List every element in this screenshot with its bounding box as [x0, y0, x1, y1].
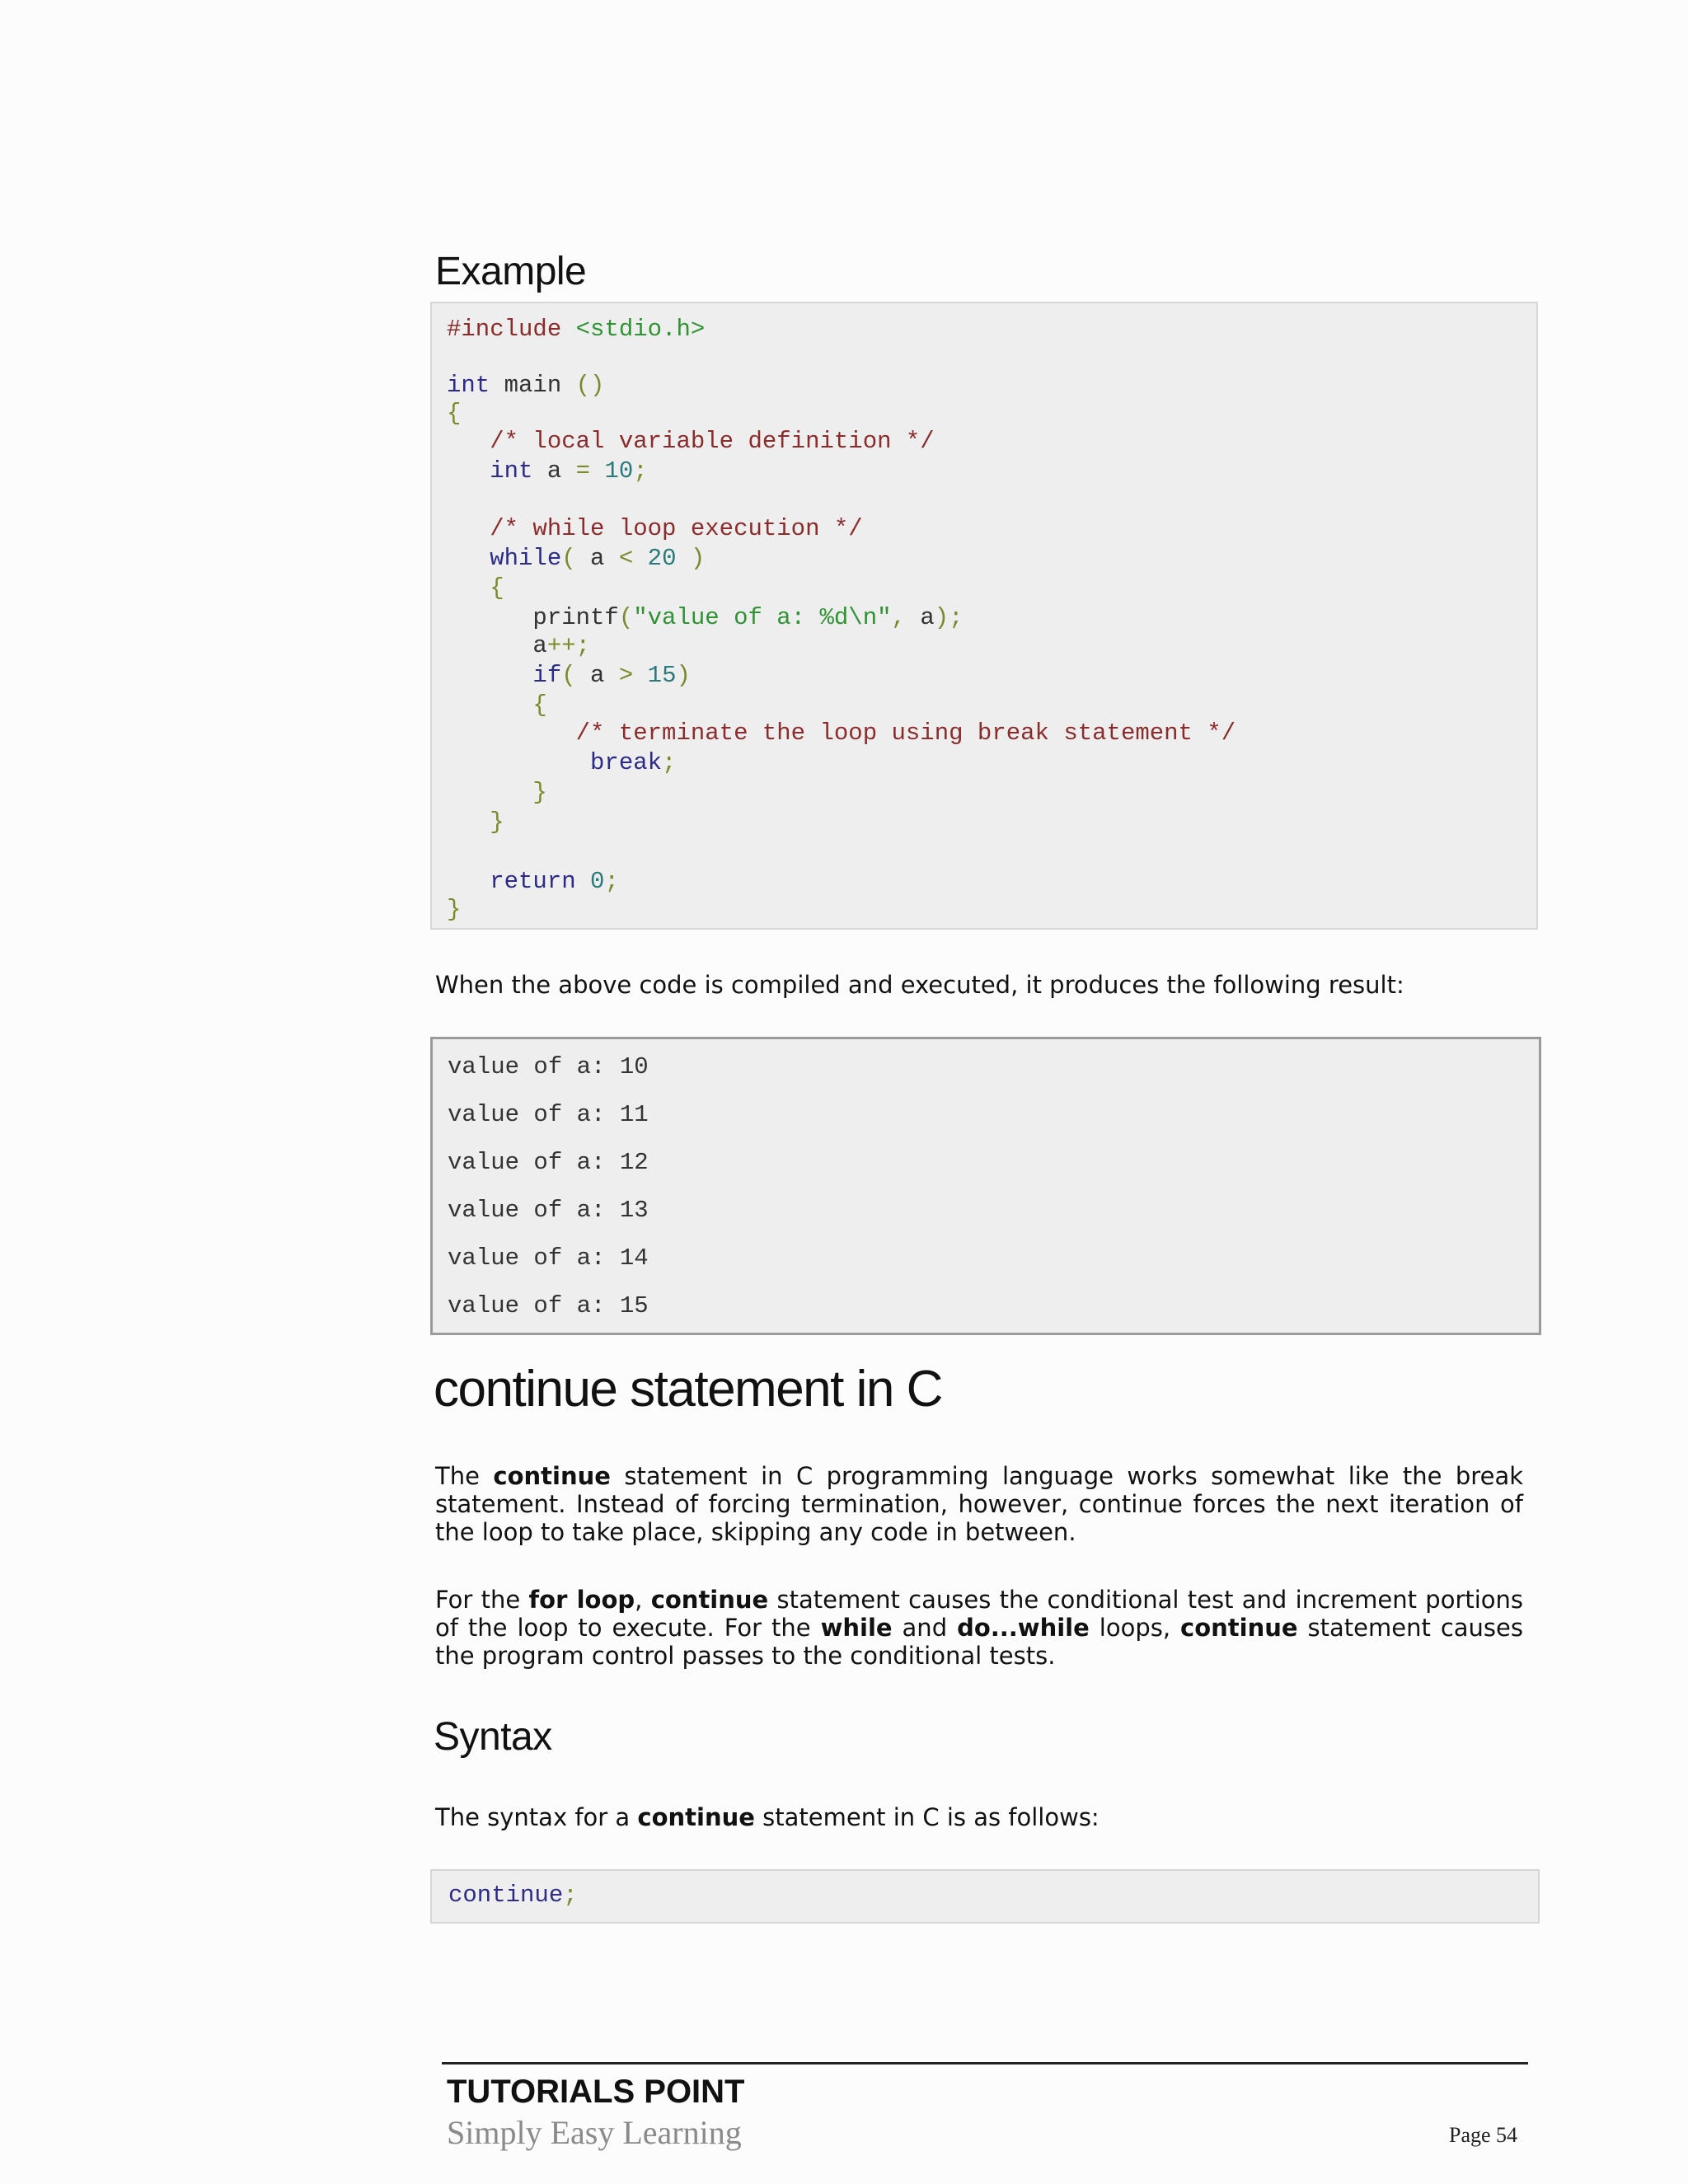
code-token — [633, 545, 647, 572]
code-line — [447, 867, 619, 897]
output-line: value of a: 11 — [448, 1101, 649, 1128]
code-token: { — [532, 691, 547, 719]
code-token: ); — [934, 604, 964, 631]
code-token: ; — [633, 457, 648, 485]
bold-continue: continue — [1180, 1614, 1298, 1642]
example-heading: Example — [435, 250, 587, 293]
code-line — [447, 631, 590, 661]
code-token: 10 — [604, 457, 634, 485]
code-token: ) — [690, 545, 706, 572]
code-token: ; — [563, 1882, 578, 1909]
code-token: = — [575, 457, 591, 485]
code-line — [447, 371, 604, 401]
code-token — [447, 808, 490, 836]
code-line — [447, 544, 705, 574]
output-line: value of a: 13 — [448, 1197, 649, 1224]
code-line — [447, 895, 461, 925]
section-title: continue statement in C — [434, 1361, 942, 1418]
code-token: 0 — [590, 868, 605, 895]
syntax-heading: Syntax — [434, 1715, 552, 1759]
code-line — [447, 315, 705, 344]
footer-tagline: Simply Easy Learning — [447, 2114, 742, 2151]
code-token: main — [490, 372, 576, 399]
code-token — [447, 574, 490, 602]
code-token: () — [575, 372, 605, 399]
code-token — [633, 662, 647, 689]
paragraph-continue-intro: The continue statement in C programming language works somewhat like the break statement. Instead of forcing termination, however, continue forces the next iteration of the loop to take place, skipping any code in between. — [435, 1462, 1524, 1546]
code-token: if — [532, 662, 562, 689]
code-token — [447, 749, 590, 776]
code-token: a — [575, 662, 619, 689]
bold-for-loop: for loop — [528, 1586, 635, 1614]
paragraph-continue-loops: For the for loop, continue statement causes the conditional test and increment portions of the loop to execute. For the while and do...while loops, continue statement causes the program control passes to the conditional tests. — [435, 1586, 1524, 1670]
code-token: { — [447, 400, 462, 427]
code-token — [447, 662, 532, 689]
code-line — [447, 808, 504, 837]
code-token: /* terminate the loop using break statement */ — [575, 719, 1236, 747]
output-line: value of a: 14 — [448, 1244, 649, 1272]
code-token: ++; — [546, 632, 591, 659]
code-token — [676, 545, 690, 572]
code-token — [447, 545, 490, 572]
code-token: printf — [447, 604, 619, 631]
code-token: , — [891, 604, 906, 631]
code-token: a — [447, 632, 547, 659]
code-token: { — [490, 574, 504, 602]
code-token: ( — [618, 604, 634, 631]
code-token: while — [490, 545, 562, 572]
code-token: ( — [561, 545, 576, 572]
code-token: a — [532, 457, 576, 485]
code-line — [447, 574, 504, 603]
code-token: break — [590, 749, 663, 776]
code-token — [576, 868, 590, 895]
code-token — [447, 428, 490, 455]
code-line — [447, 399, 461, 429]
code-token: continue — [448, 1882, 564, 1909]
code-line — [447, 691, 547, 720]
code-line — [447, 748, 676, 778]
footer-brand: TUTORIALS POINT — [447, 2074, 745, 2110]
bold-do-while: do...while — [957, 1614, 1090, 1642]
code-token: } — [532, 779, 547, 806]
output-block — [430, 1037, 1541, 1335]
code-token: "value of a: %d\n" — [633, 604, 892, 631]
code-token — [447, 457, 490, 485]
code-token: 15 — [647, 662, 677, 689]
code-token: ( — [561, 662, 576, 689]
code-token: #include — [447, 316, 576, 343]
code-token: > — [618, 662, 634, 689]
code-token: /* local variable definition */ — [490, 428, 935, 455]
code-line — [447, 603, 964, 633]
code-line — [447, 719, 1236, 748]
code-token: <stdio.h> — [575, 316, 706, 343]
footer-divider — [442, 2062, 1528, 2064]
bold-continue: continue — [650, 1586, 769, 1614]
code-token: /* while loop execution */ — [490, 515, 863, 542]
output-line: value of a: 15 — [448, 1292, 649, 1319]
code-token: ; — [662, 749, 677, 776]
code-token — [447, 691, 532, 719]
code-line — [447, 778, 547, 808]
code-token: } — [490, 808, 504, 836]
output-line: value of a: 12 — [448, 1149, 649, 1176]
bold-continue: continue — [493, 1462, 611, 1490]
code-token: int — [447, 372, 490, 399]
bold-while: while — [820, 1614, 893, 1642]
code-token — [447, 719, 576, 747]
code-token: return — [490, 868, 576, 895]
code-line — [447, 514, 863, 544]
code-token: a — [575, 545, 619, 572]
code-block — [430, 302, 1538, 930]
syntax-intro: The syntax for a continue statement in C is as follows: — [435, 1803, 1100, 1831]
code-token — [447, 515, 490, 542]
syntax-code-block — [430, 1869, 1540, 1924]
code-token: } — [447, 896, 462, 923]
code-token: ) — [676, 662, 691, 689]
code-token: a — [905, 604, 935, 631]
code-line — [447, 457, 648, 486]
code-token: ; — [604, 868, 619, 895]
code-token — [447, 779, 532, 806]
code-line — [447, 427, 935, 457]
page-number: Page 54 — [1449, 2123, 1518, 2147]
bold-continue: continue — [637, 1803, 755, 1831]
code-token: 20 — [647, 545, 677, 572]
code-token: < — [618, 545, 634, 572]
code-token — [447, 868, 490, 895]
result-intro: When the above code is compiled and executed, it produces the following result: — [435, 971, 1404, 999]
code-line — [447, 661, 691, 691]
syntax-code-line — [448, 1881, 578, 1910]
output-line: value of a: 10 — [448, 1053, 649, 1080]
code-token: int — [490, 457, 533, 485]
code-token — [590, 457, 604, 485]
